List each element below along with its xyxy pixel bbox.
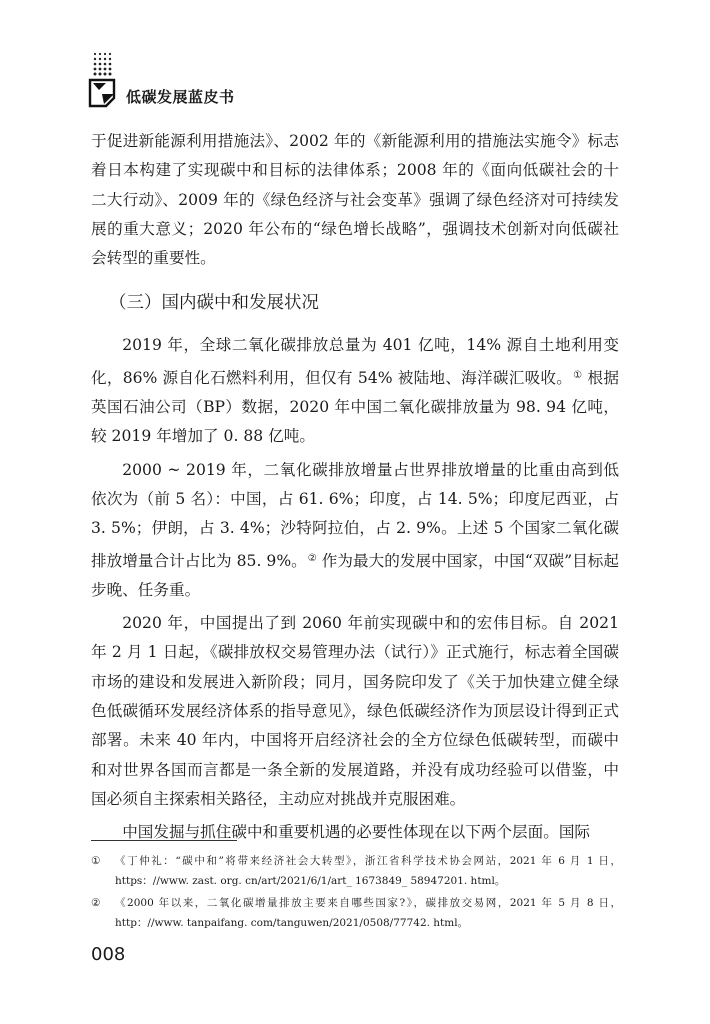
footnote-2-mark: ② [91, 897, 101, 909]
paragraph-2-text-a: 2019 年，全球二氧化碳排放总量为 401 亿吨，14% 源自土地利用变化，86% 源自化石燃料利用，但仅有 54% 被陆地、海洋碳汇吸收。 [91, 336, 619, 387]
footnote-2 [91, 893, 621, 933]
running-header [88, 52, 288, 112]
paragraph-4: 2020 年，中国提出了到 2060 年前实现碳中和的宏伟目标。自 2021 年 2 月 1 日起，《碳排放权交易管理办法（试行）》正式施行，标志着全国碳市场的建设和发展进入新阶段；同月，国务院印发了《关于加快建立健全绿色低碳循环发展经济体系的指导意见》，绿色低碳经济作为顶层设计得到正式部署。未来 40 年内，中国将开启经济社会的全方位绿色低碳转型，而碳中和对世界各国而言都是一条全新的发展道路，并没有成功经验可以借鉴，中国必须自主探索相关路径，主动应对挑战并克服困难。 [91, 614, 619, 808]
paragraph-3-text-b: 作为最大的发展中国家，中国“双碳”目标起步晚、任务重。 [91, 551, 620, 599]
section-heading: （三）国内碳中和发展状况 [109, 293, 319, 314]
paragraph-5: 中国发掘与抓住碳中和重要机遇的必要性体现在以下两个层面。国际 [122, 823, 591, 842]
footnote-1 [91, 851, 621, 891]
body-text [91, 127, 619, 848]
paragraph-3 [91, 456, 619, 605]
paragraph-1: 于促进新能源利用措施法》、2002 年的《新能源利用的措施法实施令》标志着日本构建了实现碳中和目标的法律体系；2008 年的《面向低碳社会的十二大行动》、2009 年的《绿色经济与社会变革》强调了绿色经济对可持续发展的重大意义；2020 年公布的“绿色增长战略”，强调技术创新对向低碳社会转型的重要性。 [91, 132, 619, 268]
footnote-ref-1[interactable]: ① [573, 369, 583, 381]
book-corner-icon [88, 78, 118, 108]
footnote-1-mark: ① [91, 855, 101, 867]
paragraph-2-text-b: 根据英国石油公司（BP）数据，2020 年中国二氧化碳排放量为 98. 94 亿吨，较 2019 年增加了 0. 88 亿吨。 [91, 368, 619, 446]
footnote-1-text: 《丁仲礼：“碳中和”将带来经济社会大转型》，浙江省科学技术协会网站，2021 年 6 月 1 日，https：//www. zast. org. cn/art/2021/6/1/art_ 1673849_ 58947201. html。 [115, 855, 621, 887]
book-title: 低碳发展蓝皮书 [126, 88, 235, 106]
page-number: 008 [91, 944, 126, 965]
dot-grid-decoration [93, 52, 115, 78]
footnote-2-text: 《2000 年以来，二氧化碳增量排放主要来自哪些国家?》，碳排放交易网，2021 年 5 月 8 日，http：//www. tanpaifang. com/tanguwen/2021/0508/77742. html。 [115, 897, 621, 929]
footnote-ref-2[interactable]: ② [307, 552, 317, 564]
paragraph-3-text-a: 2000 ~ 2019 年，二氧化碳排放增量占世界排放增量的比重由高到低依次为（前 5 名）：中国，占 61. 6%；印度，占 14. 5%；印度尼西亚，占 3. 5%；伊朗，占 3. 4%；沙特阿拉伯，占 2. 9%。上述 5 个国家二氧化碳排放增量合计占比为 85. 9%。 [91, 460, 619, 570]
footnote-divider [91, 840, 237, 841]
footnotes [91, 851, 621, 935]
paragraph-2 [91, 331, 619, 451]
